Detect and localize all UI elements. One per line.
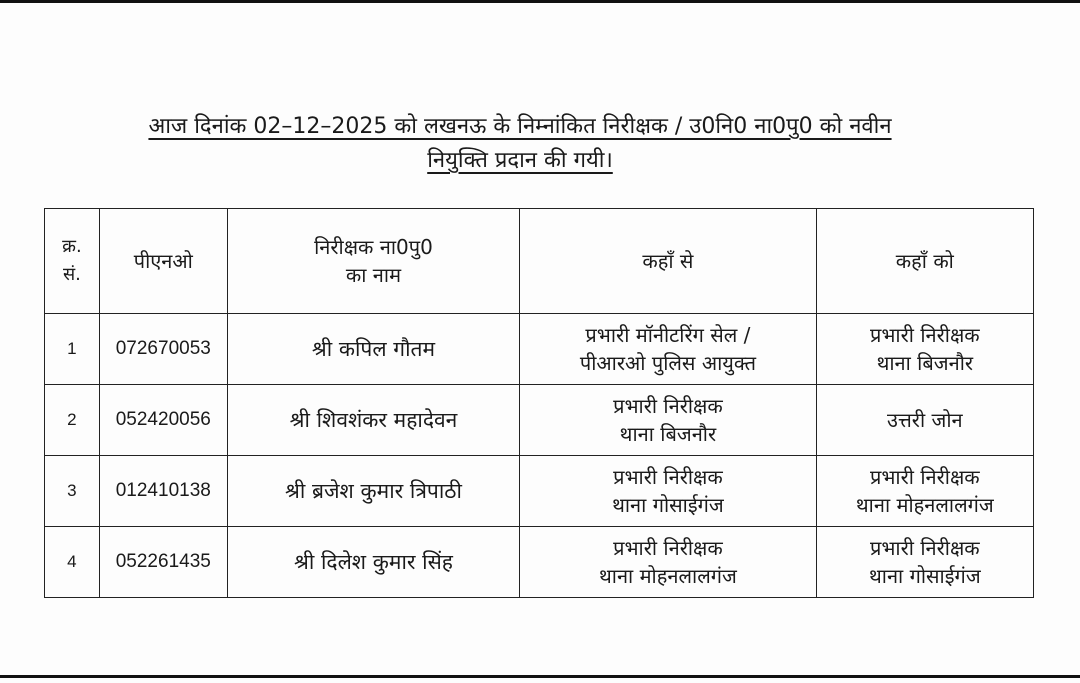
heading-line-2: नियुक्ति प्रदान की गयी। (427, 148, 613, 173)
cell-to: प्रभारी निरीक्षक थाना मोहनलालगंज (816, 456, 1033, 527)
cell-name: श्री ब्रजेश कुमार त्रिपाठी (227, 456, 519, 527)
header-pno: पीएनओ (99, 209, 227, 314)
header-to: कहाँ को (816, 209, 1033, 314)
cell-pno: 052420056 (99, 385, 227, 456)
cell-to: प्रभारी निरीक्षक थाना बिजनौर (816, 314, 1033, 385)
cell-from: प्रभारी मॉनीटरिंग सेल / पीआरओ पुलिस आयुक्त (520, 314, 816, 385)
cell-from: प्रभारी निरीक्षक थाना बिजनौर (520, 385, 816, 456)
table-row (45, 527, 1034, 598)
cell-serial: 1 (45, 314, 100, 385)
bottom-border (0, 675, 1080, 678)
cell-to: प्रभारी निरीक्षक थाना गोसाईगंज (816, 527, 1033, 598)
header-serial: क्र. सं. (45, 209, 100, 314)
header-name: निरीक्षक ना0पु0 का नाम (227, 209, 519, 314)
cell-name: श्री दिलेश कुमार सिंह (227, 527, 519, 598)
posting-table (44, 208, 1034, 598)
cell-name: श्री कपिल गौतम (227, 314, 519, 385)
order-heading (40, 110, 1000, 178)
cell-from: प्रभारी निरीक्षक थाना मोहनलालगंज (520, 527, 816, 598)
cell-serial: 2 (45, 385, 100, 456)
table-header-row (45, 209, 1034, 314)
cell-from: प्रभारी निरीक्षक थाना गोसाईगंज (520, 456, 816, 527)
cell-serial: 3 (45, 456, 100, 527)
header-from: कहाँ से (520, 209, 816, 314)
table-row (45, 456, 1034, 527)
top-border (0, 0, 1080, 3)
cell-pno: 052261435 (99, 527, 227, 598)
cell-pno: 012410138 (99, 456, 227, 527)
table-row (45, 314, 1034, 385)
table-row (45, 385, 1034, 456)
cell-to: उत्तरी जोन (816, 385, 1033, 456)
heading-line-1: आज दिनांक 02–12–2025 को लखनऊ के निम्नांकित निरीक्षक / उ0नि0 ना0पु0 को नवीन (148, 114, 892, 139)
cell-pno: 072670053 (99, 314, 227, 385)
cell-name: श्री शिवशंकर महादेवन (227, 385, 519, 456)
cell-serial: 4 (45, 527, 100, 598)
